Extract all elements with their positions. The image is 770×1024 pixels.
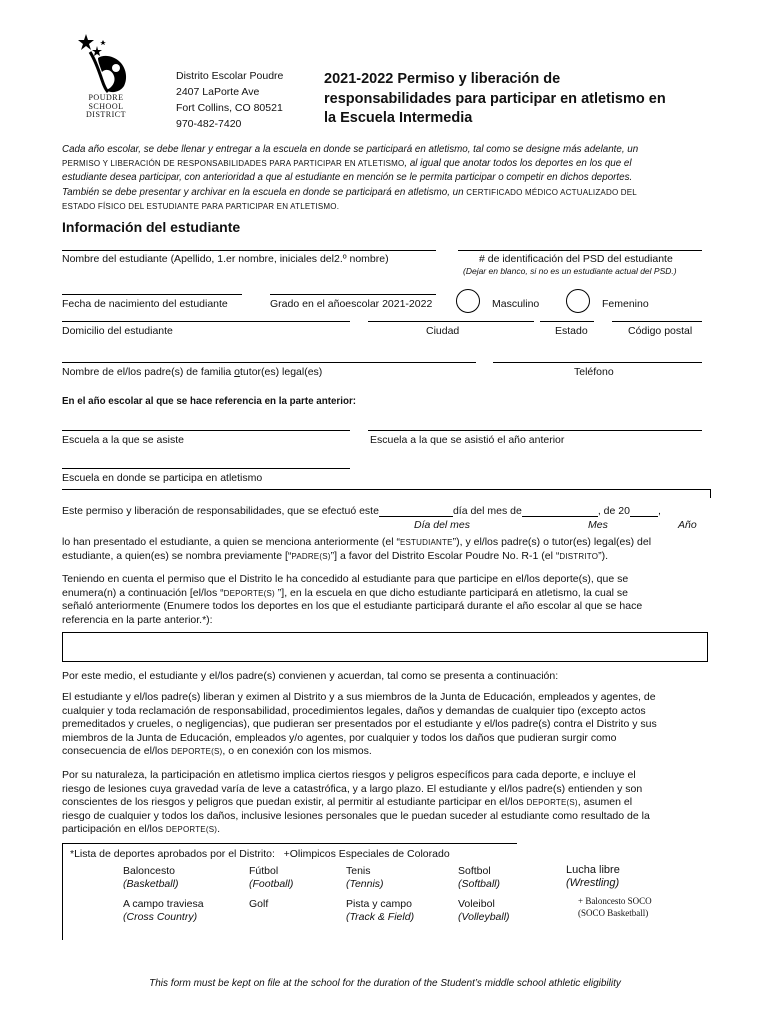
address-line: 970-482-7420 <box>176 118 242 130</box>
release-paragraph <box>62 691 710 759</box>
sport-item <box>249 865 293 891</box>
para-text: , o en conexión con los mismos. <box>222 745 372 758</box>
para-text: , asumen el <box>577 796 633 809</box>
para-line: El estudiante y el/los padre(s) liberan y eximen al Distrito y a sus miembros de la Junta de Educación, empleados y agentes, de <box>62 691 656 703</box>
risk-paragraph <box>62 769 710 837</box>
date-text: día del mes de <box>452 505 522 517</box>
para-text: ”). <box>598 549 609 562</box>
sport-name: Pista y campo <box>346 898 412 910</box>
para-caps: PADRE(S) <box>291 551 331 561</box>
intro-caps: PERMISO Y LIBERACIÓN DE RESPONSABILIDADES PARA PARTICIPAR EN ATLETISMO <box>62 159 405 169</box>
state-label: Estado <box>555 325 588 337</box>
sport-item <box>566 864 620 890</box>
para-line: riesgo de cualquier y todos los daños, inclusive lesiones personales que le puedan suceder al estudiante como resultado de la <box>62 809 650 822</box>
intro-line: estudiante desea participar, con anterioridad a que al estudiante en mención se le permita participar o competir en dichos deportes. <box>62 172 633 184</box>
para-text: consecuencia de el/los <box>62 745 172 758</box>
student-name-field[interactable] <box>62 250 436 251</box>
month-label: Mes <box>588 519 608 531</box>
grade-label: Grado en el añoescolar 2021-2022 <box>270 298 433 310</box>
sport-item <box>123 898 204 924</box>
school-athletics-field[interactable] <box>62 468 350 469</box>
logo-text: POUDRE SCHOOL DISTRICT <box>86 93 126 119</box>
para-caps: DEPORTE(S) <box>171 747 223 757</box>
sport-name-en: (Track & Field) <box>346 911 415 923</box>
para-text: lo han presentado el estudiante, a quien se menciona anteriormente (el “ <box>62 536 400 548</box>
sport-name-en: (SOCO Basketball) <box>578 908 649 918</box>
date-line <box>62 505 661 517</box>
para-line <box>62 550 710 564</box>
intro-paragraph <box>62 143 722 214</box>
para-line <box>62 745 710 759</box>
school-attended-field[interactable] <box>62 430 350 431</box>
para-line <box>62 536 710 550</box>
para-line <box>62 796 710 810</box>
parent-name-label <box>62 366 322 378</box>
para-line: Teniendo en cuenta el permiso que el Distrito le ha concedido al estudiante para que participe en el/los deporte(s), que se <box>62 573 629 585</box>
para-text: ”] a favor del Distrito Escolar Poudre No. R-1 (el “ <box>330 549 560 562</box>
intro-caps: CERTIFICADO MÉDICO ACTUALIZADO DEL <box>466 187 637 197</box>
intro-text: También se debe presentar y archivar en la escuela en donde se participará en atletismo, un <box>62 186 467 198</box>
address-field[interactable] <box>62 321 350 322</box>
intro-line: Cada año escolar, se debe llenar y entregar a la escuela en donde se participará en atletismo, tal como se designe más adelante, un <box>62 144 639 155</box>
sport-name-en: (Wrestling) <box>566 877 620 889</box>
male-label: Masculino <box>492 298 540 310</box>
para-text: estudiante, a quien(es) se nombra previamente [“ <box>62 549 292 562</box>
female-radio[interactable] <box>566 289 590 313</box>
parent-label-or: o <box>234 366 241 378</box>
intro-text: , al igual que anotar todos los deportes en los que el <box>404 158 632 170</box>
para-line: premeditados y crueles, o negligencias), que pudieran ser presentados por el estudiante y el/los padre(s) contra el Distrito y sus <box>62 718 657 731</box>
address-line: Distrito Escolar Poudre <box>176 70 284 82</box>
agree-paragraph: Por este medio, el estudiante y el/los padre(s) convienen y acuerdan, tal como se presenta a continuación: <box>62 670 559 682</box>
para-text: conscientes de los riesgos y peligros que puedan existir, al permitir al estudiante participar en el/los <box>62 796 527 809</box>
sport-item <box>578 895 652 919</box>
section-heading-student: Información del estudiante <box>62 219 241 235</box>
year-field[interactable] <box>630 505 658 517</box>
city-label: Ciudad <box>426 325 460 337</box>
dob-field[interactable] <box>62 294 242 295</box>
school-prev-field[interactable] <box>368 430 702 431</box>
para-line: cualquier y toda reclamación de responsabilidad, procedimientos legales, daños y demandas de cualquier tipo (excepto actos <box>62 704 646 717</box>
year-label: Año <box>678 519 697 531</box>
sport-name-en: (Volleyball) <box>458 911 510 923</box>
intro-line: ESTADO FÍSICO DEL ESTUDIANTE PARA PARTICIPAR EN ATLETISMO. <box>62 201 340 211</box>
sport-name-en: (Tennis) <box>346 878 384 890</box>
city-field[interactable] <box>368 321 534 322</box>
sport-name-en: (Football) <box>249 878 294 890</box>
sport-item <box>346 898 414 924</box>
date-text: Este permiso y liberación de responsabilidades, que se efectuó este <box>62 505 379 517</box>
school-attended-label: Escuela a la que se asiste <box>62 434 184 446</box>
page-title <box>324 70 666 129</box>
title-line: 2021-2022 Permiso y liberación de <box>324 71 561 87</box>
sport-name: Lucha libre <box>566 864 620 876</box>
sports-entry-box[interactable] <box>62 632 708 662</box>
parent-name-field[interactable] <box>62 362 476 363</box>
sport-name: Fútbol <box>249 865 279 877</box>
day-label: Día del mes <box>414 519 471 531</box>
sport-name-en: (Softball) <box>458 878 501 890</box>
para-caps: DEPORTE(S) <box>223 588 275 598</box>
intro-line <box>62 157 722 171</box>
psd-id-label: # de identificación del PSD del estudiante <box>479 253 673 265</box>
sport-name-en: (Cross Country) <box>123 911 198 923</box>
address-line: Fort Collins, CO 80521 <box>176 102 283 114</box>
female-label: Femenino <box>602 298 649 310</box>
sport-item <box>458 898 510 924</box>
male-radio[interactable] <box>456 289 480 313</box>
sports-list-heading: *Lista de deportes aprobados por el Distrito: +Olimpicos Especiales de Colorado <box>70 848 450 860</box>
school-prev-label: Escuela a la que se asistió el año anterior <box>370 434 565 446</box>
sport-name: Softbol <box>458 865 491 877</box>
sport-item <box>249 898 268 911</box>
para-line: referencia en la parte anterior.*): <box>62 613 213 626</box>
sport-name: + Baloncesto SOCO <box>578 896 652 906</box>
district-address <box>176 68 283 132</box>
para-line: Por su naturaleza, la participación en atletismo implica ciertos riesgos y peligros específicos para cada deporte, e incluye el <box>62 769 636 781</box>
day-field[interactable] <box>379 505 453 517</box>
sport-name: Golf <box>249 898 269 910</box>
sport-name: A campo traviesa <box>123 898 204 910</box>
zip-label: Código postal <box>628 325 693 337</box>
para-caps: ESTUDIANTE <box>399 538 453 547</box>
prior-year-heading: En el año escolar al que se hace referencia en la parte anterior: <box>62 396 357 407</box>
sport-name: Baloncesto <box>123 865 175 877</box>
para-text: ”), y el/los padre(s) o tutor(es) legal(es) del <box>452 536 652 548</box>
para-caps: DISTRITO <box>559 551 599 561</box>
address-line: 2407 LaPorte Ave <box>176 86 260 98</box>
section-divider <box>62 489 711 498</box>
para-line <box>62 587 710 601</box>
intro-line <box>62 186 722 200</box>
dob-label: Fecha de nacimiento del estudiante <box>62 298 228 310</box>
sport-name: Voleibol <box>458 898 495 910</box>
sports-paragraph <box>62 573 710 627</box>
footer-note: This form must be kept on file at the school for the duration of the Student’s middle school athletic eligibility <box>149 978 621 989</box>
para-line: riesgo de lesiones cuya gravedad varía de leve a catastrófica, y a largo plazo. El estudiante y el/los padre(s) entienden y son <box>62 782 643 795</box>
sport-name-en: (Basketball) <box>123 878 179 890</box>
phone-field[interactable] <box>493 362 702 363</box>
state-field[interactable] <box>540 321 594 322</box>
para-caps: DEPORTE(S) <box>165 825 218 835</box>
para-caps: DEPORTE(S) <box>526 798 578 808</box>
psd-id-note: (Dejar en blanco, si no es un estudiante actual del PSD.) <box>463 266 677 276</box>
date-text: , de 20 <box>597 505 630 517</box>
sport-item <box>458 865 500 891</box>
para-line <box>62 823 710 837</box>
para-line: señaló anteriormente (Enumere todos los deportes en los que el estudiante participará durante el año escolar al que se hace <box>62 600 643 613</box>
sport-name: Tenis <box>346 865 371 877</box>
para-text: enumera(n) a continuación [el/los “ <box>62 586 224 599</box>
parent-label-text: Nombre de el/los padre(s) de familia <box>62 366 235 378</box>
sport-item <box>346 865 384 891</box>
para-text: participación en el/los <box>62 823 166 836</box>
zip-field[interactable] <box>612 321 702 322</box>
month-field[interactable] <box>522 505 598 517</box>
psd-id-field[interactable] <box>458 250 702 251</box>
address-label: Domicilio del estudiante <box>62 325 173 337</box>
presented-paragraph <box>62 536 710 563</box>
grade-field[interactable] <box>270 294 436 295</box>
district-logo <box>76 32 136 124</box>
phone-label: Teléfono <box>574 366 614 378</box>
sport-item <box>123 865 178 891</box>
school-athletics-label: Escuela en donde se participa en atletismo <box>62 472 263 484</box>
para-line: miembros de la Junta de Educación, empleados y/o agentes, por cualquier y todos los daños que pudieran surgir como <box>62 731 617 744</box>
date-text: , <box>657 505 661 517</box>
para-text: ”], en la escuela en que dicho estudiante participará en atletismo, la cual se <box>274 586 629 599</box>
title-line: responsabilidades para participar en atletismo en <box>324 90 666 107</box>
para-text: . <box>217 823 221 836</box>
parent-label-text: tutor(es) legal(es) <box>240 366 323 378</box>
title-line: la Escuela Intermedia <box>324 110 473 126</box>
student-name-label: Nombre del estudiante (Apellido, 1.er nombre, iniciales del2.º nombre) <box>62 253 389 265</box>
